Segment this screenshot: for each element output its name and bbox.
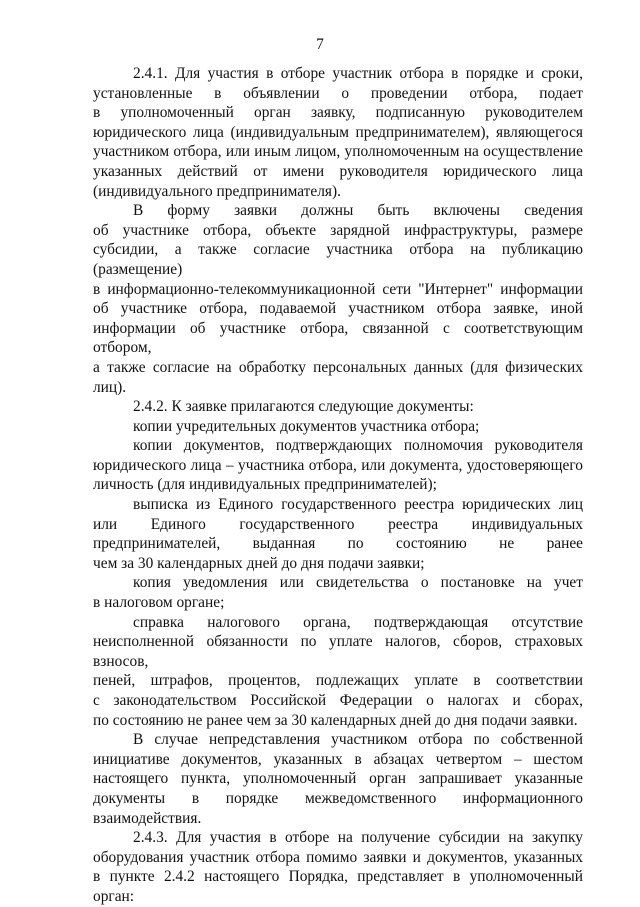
text-line: в уполномоченный орган заявку, подписанную руководителем <box>93 104 583 122</box>
text-line: оборудования участник отбора помимо заявки и документов, указанных <box>93 848 583 866</box>
text-line: юридического лица – участника отбора, или документа, удостоверяющего <box>93 456 583 474</box>
text-line: копии документов, подтверждающих полномочия руководителя <box>133 437 583 455</box>
text-line: с законодательством Российской Федерации о налогах и сборах, <box>93 692 583 709</box>
text-line: установленные в объявлении о проведении отбора, подает <box>93 84 583 102</box>
text-line: в налоговом органе; <box>93 594 225 612</box>
text-line: копии учредительных документов участника отбора; <box>133 417 480 435</box>
text-line: настоящего пункта, уполномоченный орган запрашивает указанные <box>93 770 583 788</box>
text-line: а также согласие на обработку персональных данных (для физических <box>93 358 583 376</box>
text-line: орган: <box>93 887 135 905</box>
text-line: об участнике отбора, объекте зарядной инфраструктуры, размере <box>93 221 583 239</box>
text-line: 2.4.2. К заявке прилагаются следующие документы: <box>133 398 474 416</box>
text-line: неисполненной обязанности по уплате налогов, сборов, страховых взносов, <box>93 633 583 670</box>
text-line: (индивидуального предпринимателя). <box>93 182 341 200</box>
text-line: или Единого государственного реестра индивидуальных <box>93 515 583 533</box>
text-line: взаимодействия. <box>93 809 202 827</box>
text-line: инициативе документов, указанных в абзацах четвертом – шестом <box>93 750 583 768</box>
text-line: 2.4.1. Для участия в отборе участник отбора в порядке и сроки, <box>133 65 583 82</box>
text-line: участником отбора, или иным лицом, уполномоченным на осуществление <box>93 143 583 161</box>
text-line: чем за 30 календарных дней до дня подачи заявки; <box>93 554 425 572</box>
text-line: копия уведомления или свидетельства о постановке на учет <box>133 574 583 592</box>
text-line: информации об участнике отбора, связанной с соответствующим отбором, <box>93 319 583 357</box>
text-line: субсидии, а также согласие участника отбора на публикацию (размещение) <box>93 241 583 278</box>
text-line: личность (для индивидуальных предпринимателей); <box>93 476 437 494</box>
text-line: по состоянию не ранее чем за 30 календарных дней до дня подачи заявки. <box>93 711 578 729</box>
page-number: 7 <box>316 36 324 53</box>
text-line: выписка из Единого государственного реестра юридических лиц <box>133 496 583 514</box>
text-line: юридического лица (индивидуальным предпринимателем), являющегося <box>93 123 583 141</box>
text-line: В форму заявки должны быть включены сведения <box>133 202 583 220</box>
text-line: пеней, штрафов, процентов, подлежащих уплате в соответствии <box>93 672 583 690</box>
text-line: В случае непредставления участником отбора по собственной <box>133 731 583 749</box>
text-line: об участнике отбора, подаваемой участником отбора заявке, иной <box>93 300 583 318</box>
text-line: в пункте 2.4.2 настоящего Порядка, представляет в уполномоченный <box>93 868 583 886</box>
text-line: в информационно-телекоммуникационной сети "Интернет" информации <box>93 280 583 298</box>
document-body <box>93 64 583 907</box>
text-line: лиц). <box>93 378 127 396</box>
text-line: 2.4.3. Для участия в отборе на получение субсидии на закупку <box>133 829 583 847</box>
text-line: указанных действий от имени руководителя юридического лица <box>93 162 583 180</box>
text-line: справка налогового органа, подтверждающая отсутствие <box>133 613 583 631</box>
text-line: предпринимателей, выданная по состоянию не ранее <box>93 535 583 553</box>
text-line: документы в порядке межведомственного информационного <box>93 789 583 807</box>
